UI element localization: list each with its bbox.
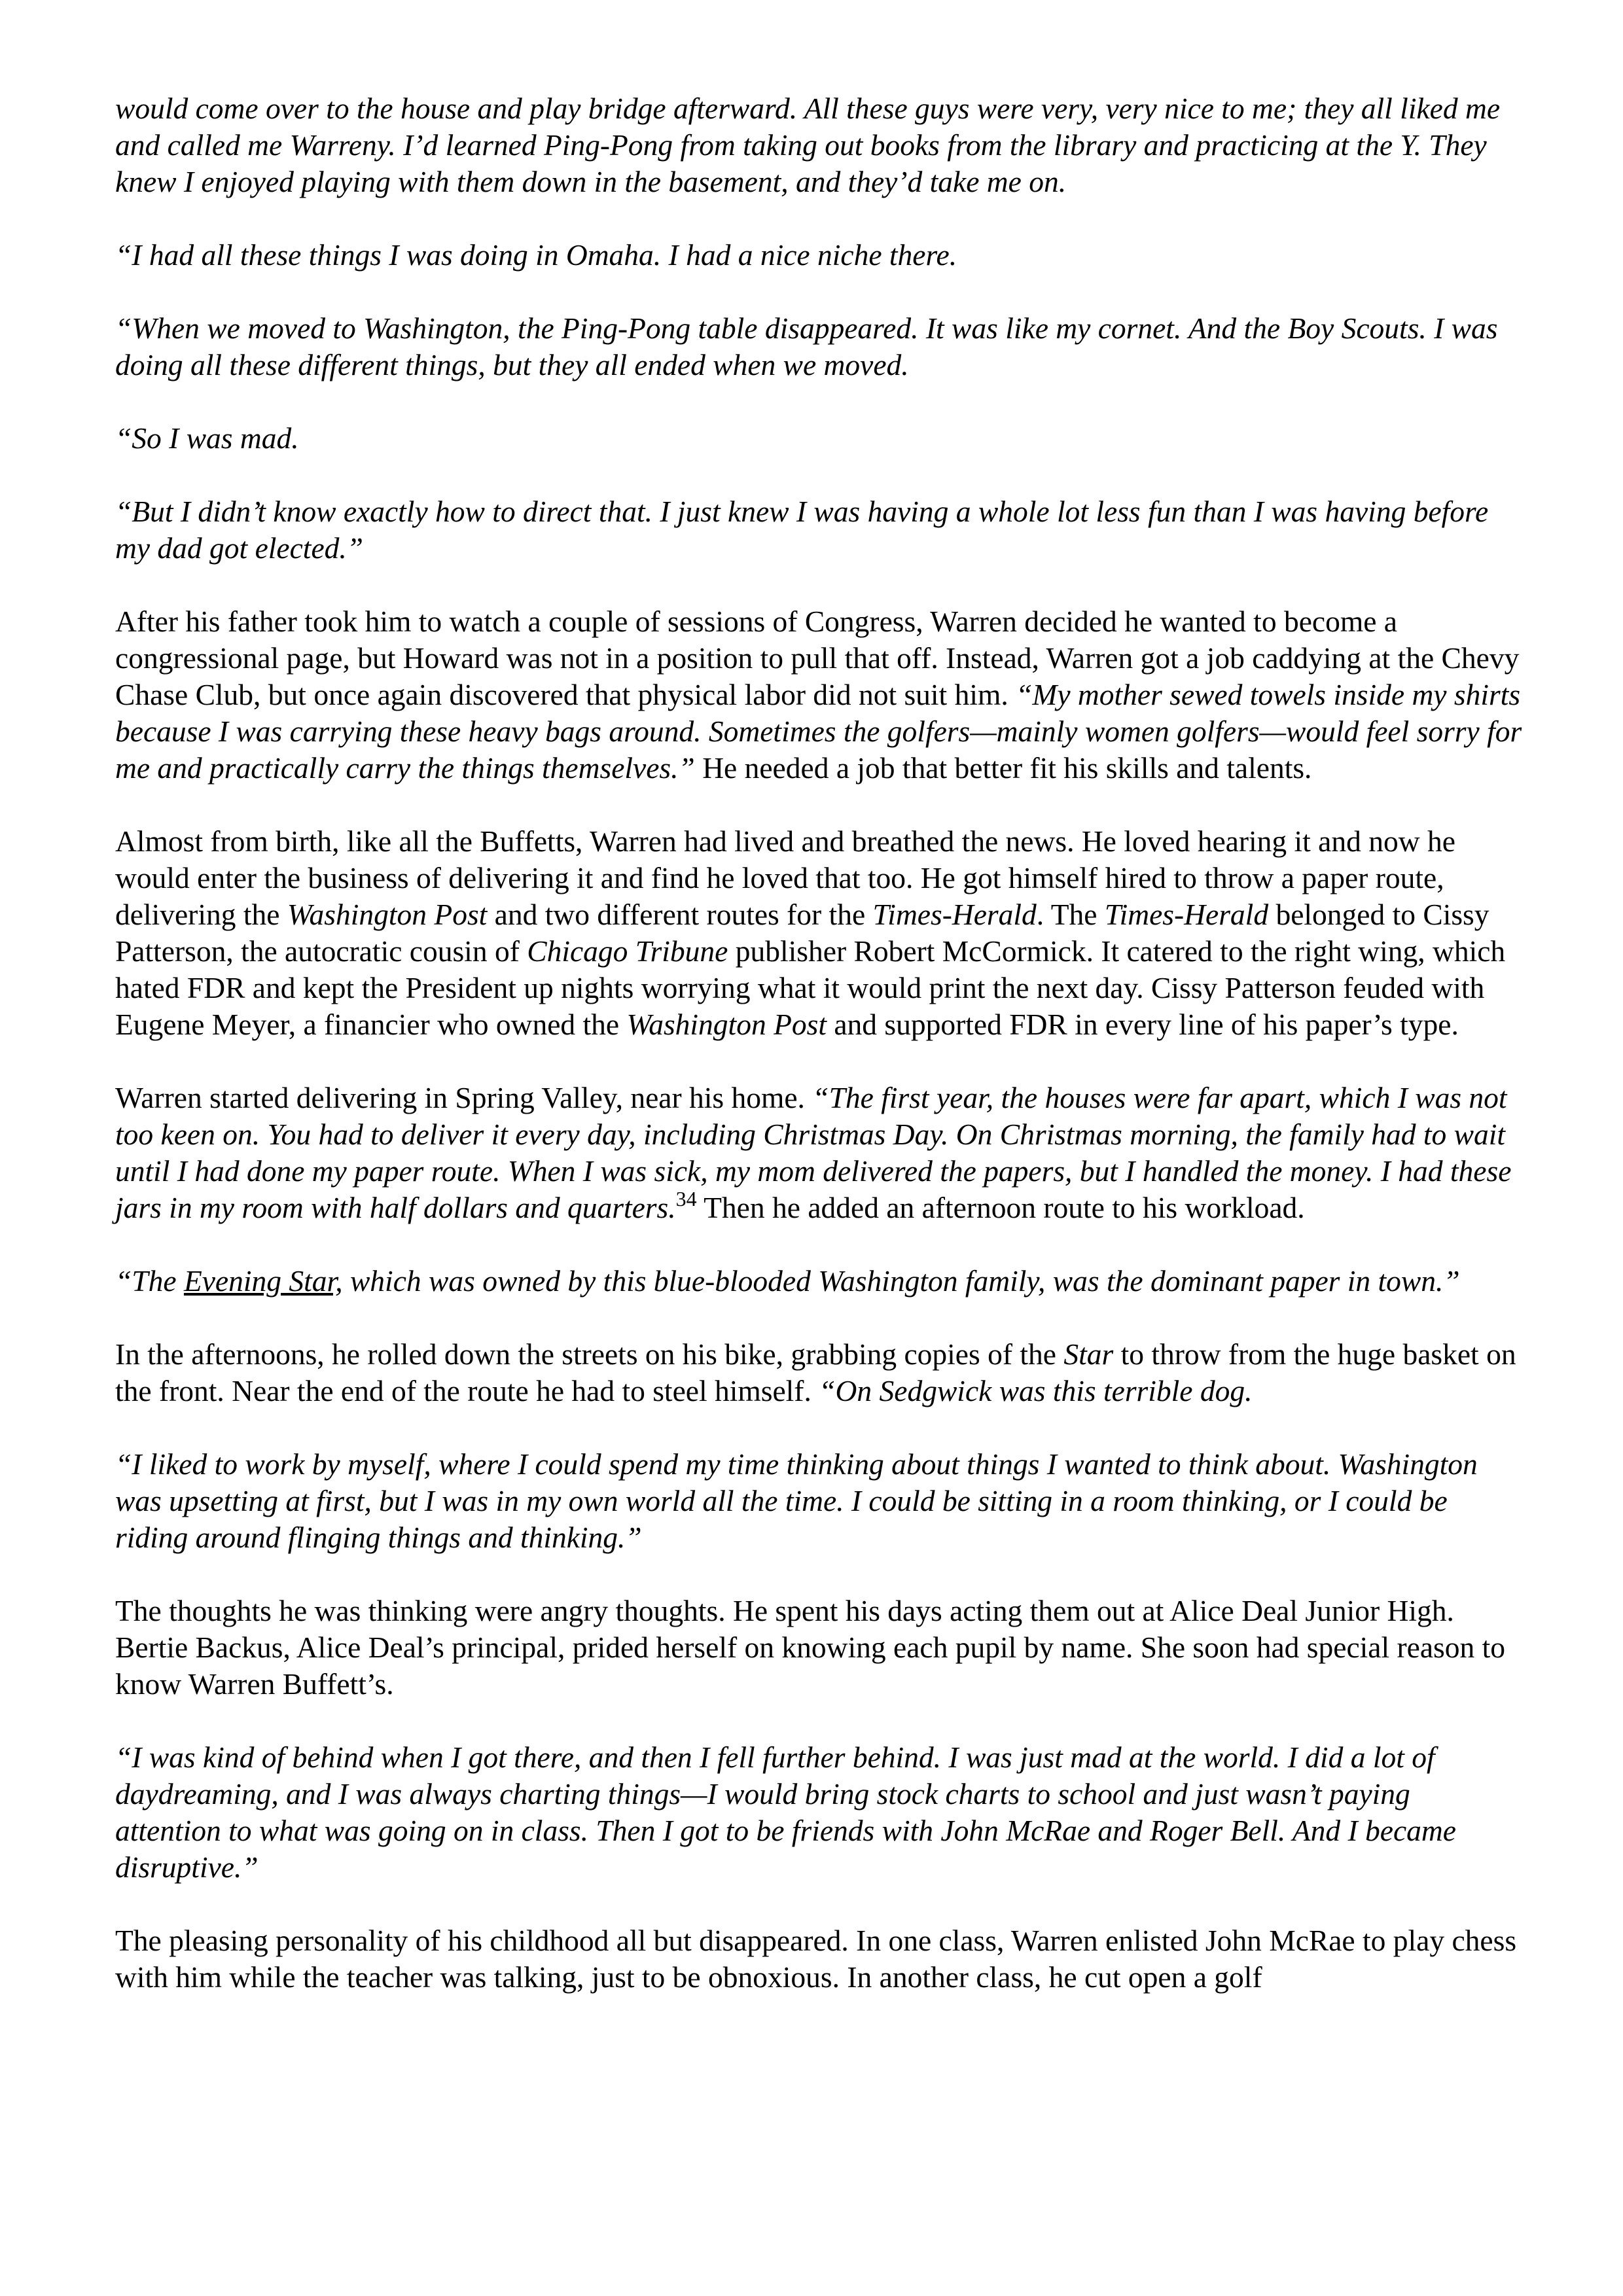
- italic-text: “On Sedgwick was this terrible dog.: [819, 1374, 1253, 1407]
- paragraph: [115, 1593, 1522, 1703]
- paragraph: [115, 237, 1522, 274]
- paragraph: [115, 603, 1522, 786]
- italic-text: Times-Herald: [872, 898, 1037, 931]
- paragraph: [115, 1080, 1522, 1226]
- text-run: and two different routes for the: [487, 898, 873, 931]
- italic-text: Star: [1063, 1337, 1114, 1371]
- italic-text: Washington Post: [626, 1008, 827, 1041]
- paragraph: [115, 1922, 1522, 1996]
- text-run: Warren started delivering in Spring Valley, near his home.: [115, 1081, 813, 1114]
- paragraph: [115, 420, 1522, 457]
- italic-text: would come over to the house and play bridge afterward. All these guys were very, very nice to me; they all liked me and called me Warreny. I’d learned Ping-Pong from taking out books from the library and practicing at the Y. They knew I enjoyed playing with them down in the basement, and they’d take me on.: [115, 92, 1501, 198]
- italic-text: “I was kind of behind when I got there, and then I fell further behind. I was just mad at the world. I did a lot of daydreaming, and I was always charting things—I would bring stock charts to school and just wasn’t paying attention to what was going on in class. Then I got to be friends with John McRae and Roger Bell. And I became disruptive.”: [115, 1740, 1456, 1884]
- italic-text: “The first year, the houses were far apart, which I was not too keen on. You had to deliver it every day, including Christmas Day. On Christmas morning, the family had to wait until I had done my paper route. When I was sick, my mom delivered the papers, but I handled the money. I had these jars in my room with half dollars and quarters.: [115, 1081, 1512, 1224]
- italic-text: “When we moved to Washington, the Ping-Pong table disappeared. It was like my cornet. And the Boy Scouts. I was doing all these different things, but they all ended when we moved.: [115, 311, 1498, 381]
- italic-text: Times-Herald: [1104, 898, 1269, 931]
- italic-text: “But I didn’t know exactly how to direct that. I just knew I was having a whole lot less fun than I was having before my dad got elected.”: [115, 495, 1489, 565]
- text-run: After his father took him to watch a couple of sessions of Congress, Warren decided he wanted to become a congressional page, but Howard was not in a position to pull that off. Instead, Warren got a job caddying at the Chevy Chase Club, but once again discovered that physical labor did not suit him.: [115, 605, 1520, 711]
- italic-text: “I liked to work by myself, where I could spend my time thinking about things I wanted to think about. Washington was upsetting at first, but I was in my own world all the time. I could be sitting in a room thinking, or I could be riding around flinging things and thinking.”: [115, 1447, 1478, 1554]
- text-run: Almost from birth, like all the Buffetts, Warren had lived and breathed the news. He loved hearing it and now he would enter the business of delivering it and find he loved that too. He got himself hired to throw a paper route, delivering the: [115, 824, 1455, 931]
- text-run: publisher Robert McCormick. It catered to the right wing, which hated FDR and kept the President up nights worrying what it would print the next day. Cissy Patterson feuded with Eugene Meyer, a financier who owned the: [115, 934, 1506, 1041]
- italic-text: Washington Post: [287, 898, 488, 931]
- italic-text: Chicago Tribune: [527, 934, 728, 968]
- text-run: to throw from the huge basket on the front. Near the end of the route he had to steel himself.: [115, 1337, 1516, 1407]
- text-run: and supported FDR in every line of his paper’s type.: [826, 1008, 1459, 1041]
- italic-text: which was owned by this blue-blooded Washington family, was the dominant paper in town.”: [342, 1264, 1460, 1298]
- underlined-title: Evening Star,: [183, 1264, 343, 1298]
- text-run: Then he added an afternoon route to his workload.: [696, 1191, 1305, 1224]
- paragraph: [115, 90, 1522, 200]
- footnote-marker: 34: [675, 1187, 697, 1210]
- text-run: The thoughts he was thinking were angry thoughts. He spent his days acting them out at Alice Deal Junior High. Bertie Backus, Alice Deal’s principal, prided herself on knowing each pupil by name. She soon had special reason to know Warren Buffett’s.: [115, 1594, 1506, 1701]
- italic-text: “The: [115, 1264, 184, 1298]
- text-run: The pleasing personality of his childhood all but disappeared. In one class, Warren enlisted John McRae to play chess with him while the teacher was talking, just to be obnoxious. In another class, he cut open a golf: [115, 1924, 1517, 1994]
- text-run: belonged to Cissy Patterson, the autocratic cousin of: [115, 898, 1489, 968]
- paragraph: [115, 1263, 1522, 1299]
- italic-text: “I had all these things I was doing in Omaha. I had a nice niche there.: [115, 238, 957, 272]
- text-run: He needed a job that better fit his skills and talents.: [694, 751, 1312, 785]
- paragraph: [115, 310, 1522, 383]
- text-run: . The: [1036, 898, 1105, 931]
- document-page: [115, 90, 1522, 1996]
- italic-text: “My mother sewed towels inside my shirts because I was carrying these heavy bags around. Sometimes the golfers—mainly women golfers—would feel sorry for me and practically carry the things themselves.”: [115, 678, 1522, 785]
- paragraph: [115, 823, 1522, 1043]
- italic-text: “So I was mad.: [115, 421, 299, 455]
- paragraph: [115, 1336, 1522, 1409]
- paragraph: [115, 1739, 1522, 1886]
- text-run: In the afternoons, he rolled down the streets on his bike, grabbing copies of the: [115, 1337, 1064, 1371]
- paragraph: [115, 493, 1522, 567]
- paragraph: [115, 1446, 1522, 1556]
